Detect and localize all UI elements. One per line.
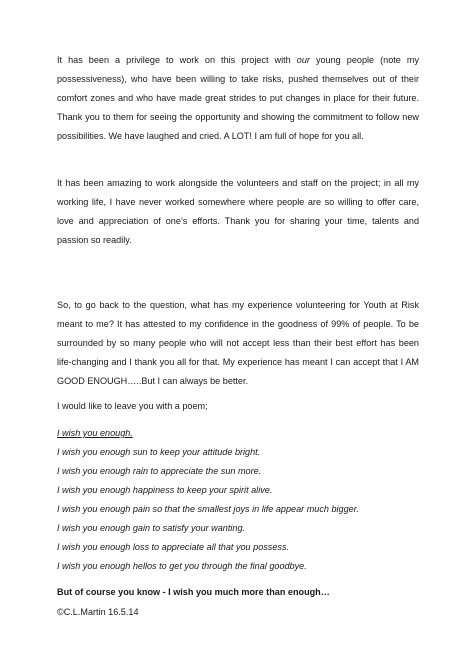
poem-intro: I would like to leave you with a poem; [57,401,208,411]
paragraph-volunteers: It has been amazing to work alongside the volunteers and staff on the project; in all my working life, I have never worked somewhere where people are so willing to offer care, love and appreciation of one’s efforts. Thank you for sharing your time, talents and passion so readily. [57,178,419,245]
emphasis-our: our [296,55,310,65]
signature: ©C.L.Martin 16.5.14 [57,607,139,617]
poem-line: I wish you enough hellos to get you through the final goodbye. [57,561,307,571]
paragraph-privilege [57,51,419,146]
poem-line: I wish you enough rain to appreciate the sun more. [57,466,262,476]
poem-line: I wish you enough happiness to keep your spirit alive. [57,485,273,495]
poem-line: I wish you enough pain so that the smallest joys in life appear much bigger. [57,504,359,514]
poem-title: I wish you enough. [57,428,133,438]
paragraph-privilege-start: It has been a privilege to work on this project with [57,55,297,65]
poem [57,424,359,576]
paragraph-experience: So, to go back to the question, what has my experience volunteering for Youth at Risk meant to me? It has attested to my confidence in the goodness of 99% of people. To be surrounded by so many people who will not accept less than their best effort has been life-changing and I thank you all for that. My experience has meant I can accept that I AM GOOD ENOUGH…..But I can always be better. [57,300,419,386]
paragraph-privilege-rest: young people (note my possessiveness), who have been willing to take risks, pushed themselves out of their comfort zones and who have made great strides to put changes in place for their future. Thank you to them for seeing the opportunity and showing the commitment to follow new possibilities. We have laughed and cried. A LOT! I am full of hope for you all. [57,55,419,141]
poem-line: I wish you enough sun to keep your attitude bright. [57,447,261,457]
closing-line: But of course you know - I wish you much more than enough… [57,587,330,597]
poem-line: I wish you enough gain to satisfy your wanting. [57,523,246,533]
poem-line: I wish you enough loss to appreciate all that you possess. [57,542,290,552]
